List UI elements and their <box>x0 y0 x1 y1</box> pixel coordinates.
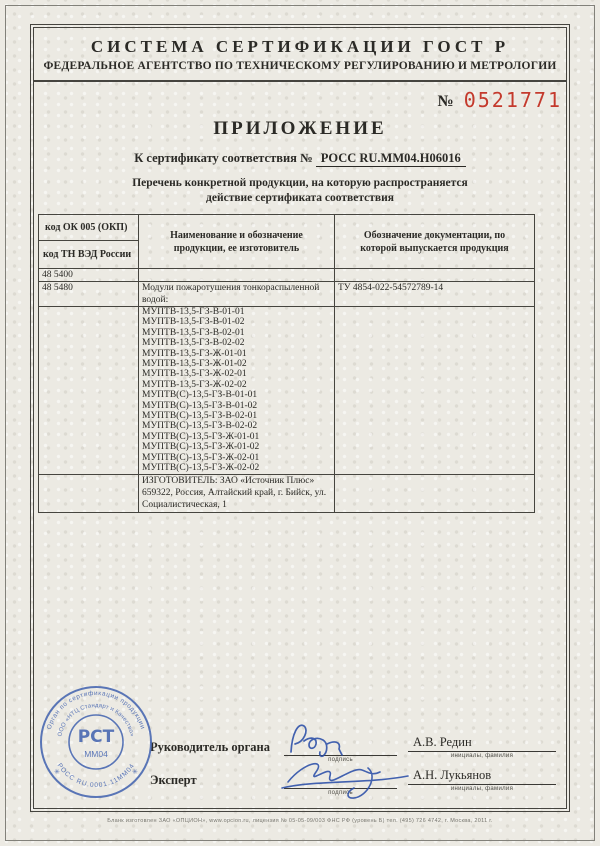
code-cell-empty <box>39 475 139 513</box>
list-line: МУПТВ-13,5-ГЗ-В-02-01 <box>142 327 245 338</box>
table-header-row <box>39 215 535 269</box>
head-of-body-label: Руководитель органа <box>150 740 270 754</box>
list-line: МУПТВ-13,5-ГЗ-В-01-02 <box>142 317 245 328</box>
products-table <box>38 214 535 513</box>
list-line: МУПТВ-13,5-ГЗ-Ж-01-02 <box>142 359 247 370</box>
head-name: А.В. Редин <box>413 735 472 749</box>
document-title: ПРИЛОЖЕНИЕ <box>213 118 387 139</box>
list-line: МУПТВ-13,5-ГЗ-Ж-01-01 <box>142 348 247 359</box>
code-cell: 48 5400 <box>39 269 139 282</box>
head-name-line <box>408 751 556 752</box>
list-line: МУПТВ-13,5-ГЗ-Ж-02-02 <box>142 379 247 390</box>
signature-caption: подпись <box>328 790 353 796</box>
signature-caption: подпись <box>328 757 353 763</box>
list-line: МУПТВ-13,5-ГЗ-В-02-02 <box>142 338 245 349</box>
purpose-line-1: Перечень конкретной продукции, на которую распространяется <box>132 177 468 189</box>
list-line: МУПТВ(С)-13,5-ГЗ-Ж-02-02 <box>142 463 260 474</box>
list-line: МУПТВ-13,5-ГЗ-В-01-01 <box>142 307 245 317</box>
expert-signature-ink <box>276 748 416 804</box>
doc-cell-empty <box>335 475 535 513</box>
certification-stamp <box>24 670 168 814</box>
code-cell: 48 5480 <box>39 282 139 307</box>
system-title: СИСТЕМА СЕРТИФИКАЦИИ ГОСТ Р <box>90 36 510 56</box>
manufacturer-info <box>139 475 335 513</box>
table-row <box>39 282 535 307</box>
header-section <box>34 28 566 82</box>
list-line: МУПТВ(С)-13,5-ГЗ-В-01-02 <box>142 400 258 411</box>
list-line: 659322, Россия, Алтайский край, г. Бийск, ул. <box>142 488 327 498</box>
expert-label: Эксперт <box>150 773 197 787</box>
list-line: МУПТВ(С)-13,5-ГЗ-Ж-01-02 <box>142 442 260 453</box>
doc-cell: ТУ 4854-022-54572789-14 <box>335 282 535 307</box>
header-cell-product-name: Наименование и обозначение продукции, ее изготовитель <box>139 215 335 269</box>
purpose-text <box>0 176 600 206</box>
list-line: МУПТВ(С)-13,5-ГЗ-Ж-01-01 <box>142 431 260 442</box>
list-line: Социалистическая, 1 <box>142 500 227 510</box>
list-line: МУПТВ(С)-13,5-ГЗ-В-01-01 <box>142 390 258 401</box>
name-cell <box>139 269 335 282</box>
doc-cell-empty <box>335 307 535 475</box>
numero-sign: № <box>437 93 454 110</box>
stamp-asterisk-left: ✳ <box>54 768 60 776</box>
imprint-text: Бланк изготовлен ЗАО «ОПЦИОН», www.opcion.ru, лицензия № 05-05-09/003 ФНС РФ (уровень Б) тел. (495) 726 4742, г. Москва, 2011 г. <box>107 818 493 824</box>
header-cell-documentation: Обозначение документации, по которой выпускается продукция <box>335 215 535 269</box>
serial-number: 0521771 <box>463 88 562 112</box>
purpose-line-2: действие сертификата соответствия <box>206 192 394 204</box>
serial-number-row <box>438 88 562 112</box>
expert-name: А.Н. Лукьянов <box>413 768 492 782</box>
name-caption: инициалы, фамилия <box>450 753 514 759</box>
name-cell: Модули пожаротушения тонкораспыленной водой: <box>139 282 335 307</box>
stamp-center-code: ММ04 <box>84 749 108 759</box>
product-model-list <box>139 307 335 475</box>
okp-code-label: код ОК 005 (ОКП) <box>39 215 138 241</box>
list-line: МУПТВ(С)-13,5-ГЗ-В-02-01 <box>142 411 258 422</box>
stamp-ring-middle-text: ООО «НТЦ Стандарт и Качество» <box>57 702 135 738</box>
stamp-asterisk-right: ✳ <box>132 768 138 776</box>
table-row-products <box>39 307 535 475</box>
table-row <box>39 269 535 282</box>
certificate-reference-line <box>0 151 600 166</box>
agency-subtitle: ФЕДЕРАЛЬНОЕ АГЕНТСТВО ПО ТЕХНИЧЕСКОМУ РЕГУЛИРОВАНИЮ И МЕТРОЛОГИИ <box>43 59 557 72</box>
code-cell-empty <box>39 307 139 475</box>
list-line: МУПТВ(С)-13,5-ГЗ-Ж-02-01 <box>142 452 260 463</box>
certificate-number: РОСС RU.ММ04.Н06016 <box>316 151 466 167</box>
list-line: МУПТВ-13,5-ГЗ-Ж-02-01 <box>142 369 247 380</box>
tnved-code-label: код ТН ВЭД России <box>43 249 132 260</box>
table-row-manufacturer <box>39 475 535 513</box>
expert-name-line <box>408 784 556 785</box>
certificate-reference-label: К сертификату соответствия № <box>134 151 313 165</box>
header-cell-codes <box>39 215 139 269</box>
stamp-ring-top-text: Орган по сертификации продукции <box>45 689 147 731</box>
list-line: МУПТВ(С)-13,5-ГЗ-В-02-02 <box>142 421 258 432</box>
list-line: ИЗГОТОВИТЕЛЬ: ЗАО «Источник Плюс» <box>142 476 315 486</box>
stamp-ring-bottom-text: РОСС RU.0001.11ММ04 <box>55 762 137 790</box>
rst-logo: РСТ <box>77 727 115 747</box>
doc-cell <box>335 269 535 282</box>
name-caption: инициалы, фамилия <box>450 786 514 792</box>
